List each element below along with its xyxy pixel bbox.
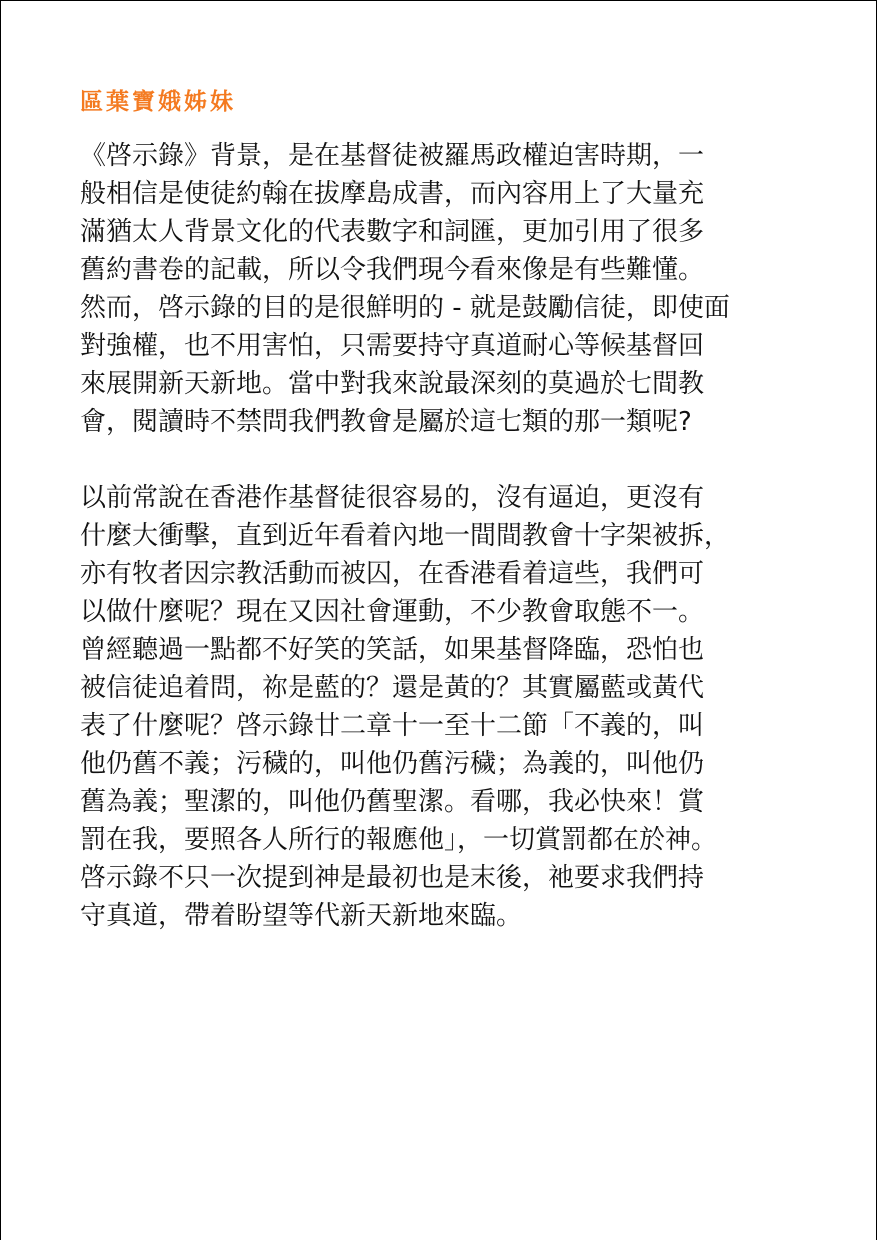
paragraph-line: 會，閱讀時不禁問我們教會是屬於這七類的那一類呢? <box>80 407 692 437</box>
paragraph-line: 啓示錄不只一次提到神是最初也是末後，祂要求我們持 <box>80 863 705 893</box>
paragraph-2 <box>80 479 802 935</box>
paragraph-line: 以做什麼呢？現在又因社會運動，不少教會取態不一。 <box>80 597 705 627</box>
paragraph-line: 舊為義；聖潔的，叫他仍舊聖潔。看哪，我必快來！賞 <box>80 787 705 817</box>
paragraph-line: 般相信是使徒約翰在拔摩島成書，而內容用上了大量充 <box>80 179 705 209</box>
paragraph-line: 罰在我，要照各人所行的報應他」，一切賞罰都在於神。 <box>80 825 718 855</box>
paragraph-line: 亦有牧者因宗教活動而被囚，在香港看着這些，我們可 <box>80 559 705 589</box>
paragraph-line: 守真道，帶着盼望等代新天新地來臨。 <box>80 901 523 931</box>
paragraph-1 <box>80 137 802 441</box>
paragraph-line: 《啓示錄》背景，是在基督徒被羅馬政權迫害時期，一 <box>80 141 705 171</box>
paragraph-line: 滿猶太人背景文化的代表數字和詞匯，更加引用了很多 <box>80 217 705 247</box>
paragraph-line: 對強權，也不用害怕，只需要持守真道耐心等候基督回 <box>80 331 705 361</box>
paragraph-gap <box>80 441 802 479</box>
paragraph-line: 他仍舊不義；污穢的，叫他仍舊污穢；為義的，叫他仍 <box>80 749 705 779</box>
paragraph-line: 來展開新天新地。當中對我來說最深刻的莫過於七間教 <box>80 369 705 399</box>
paragraph-line: 什麼大衝擊，直到近年看着內地一間間教會十字架被拆， <box>80 521 731 551</box>
paragraph-line: 表了什麼呢？啓示錄廿二章十一至十二節「不義的，叫 <box>80 711 705 741</box>
author-name: 區葉寶娥姊妹 <box>80 89 236 115</box>
paragraph-line: 曾經聽過一點都不好笑的笑話，如果基督降臨，恐怕也 <box>80 635 705 665</box>
paragraph-line: 然而，啓示錄的目的是很鮮明的 - 就是鼓勵信徒，即使面 <box>80 293 730 323</box>
paragraph-line: 被信徒追着問，祢是藍的？還是黃的？其實屬藍或黃代 <box>80 673 705 703</box>
paragraph-line: 舊約書卷的記載，所以令我們現今看來像是有些難懂。 <box>80 255 705 285</box>
article-content <box>80 87 802 935</box>
paragraph-line: 以前常說在香港作基督徒很容易的，沒有逼迫，更沒有 <box>80 483 705 513</box>
